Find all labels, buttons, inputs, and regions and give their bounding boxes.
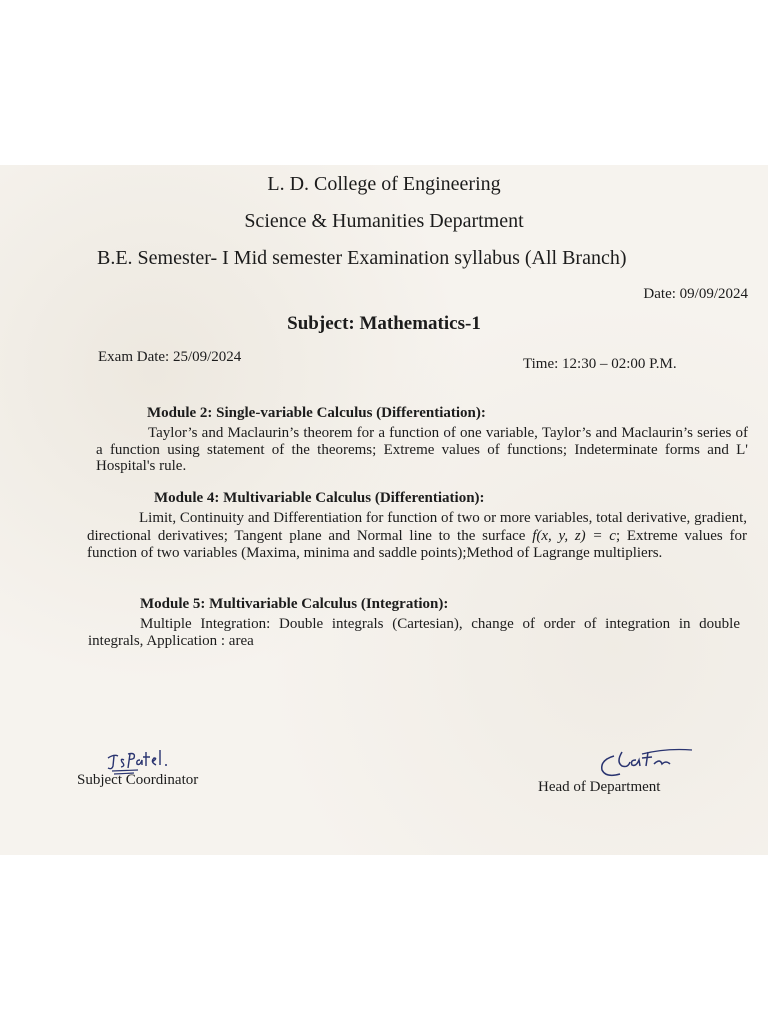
module-4-text-b: ; Extreme values for function of two variables (Maxima, minima and saddle points);Method of Lagrange multipliers. [87,527,747,561]
module-4-text-a: Limit, Continuity and Differentiation for function of two or more variables, total derivative, gradient, directional derivatives; Tangent plane and Normal line to the surface [87,510,747,544]
module-4-title: Module 4: Multivariable Calculus (Differentiation): [154,490,485,506]
module-4-content [87,510,747,563]
module-5-title: Module 5: Multivariable Calculus (Integration): [140,596,449,612]
coordinator-label: Subject Coordinator [77,772,199,788]
department-name: Science & Humanities Department [244,210,524,232]
module-2-content: Taylor’s and Maclaurin’s theorem for a function of one variable, Taylor’s and Maclaurin’s series of a function using statement of the theorems; Extreme values of functions; Indeterminate forms and L' Hospital's rule. [96,425,748,474]
institution-name: L. D. College of Engineering [267,173,501,195]
surface-equation: f(x, y, z) = c [532,527,616,544]
module-5-content: Multiple Integration: Double integrals (Cartesian), change of order of integration in double integrals, Application : area [88,616,740,649]
hod-label: Head of Department [538,779,661,795]
exam-date: Exam Date: 25/09/2024 [98,349,242,365]
module-2-title: Module 2: Single-variable Calculus (Differentiation): [147,405,486,421]
exam-title: B.E. Semester- I Mid semester Examination syllabus (All Branch) [97,247,627,269]
issue-date: Date: 09/09/2024 [643,286,748,302]
subject-title: Subject: Mathematics-1 [287,313,481,334]
exam-time: Time: 12:30 – 02:00 P.M. [523,356,677,372]
